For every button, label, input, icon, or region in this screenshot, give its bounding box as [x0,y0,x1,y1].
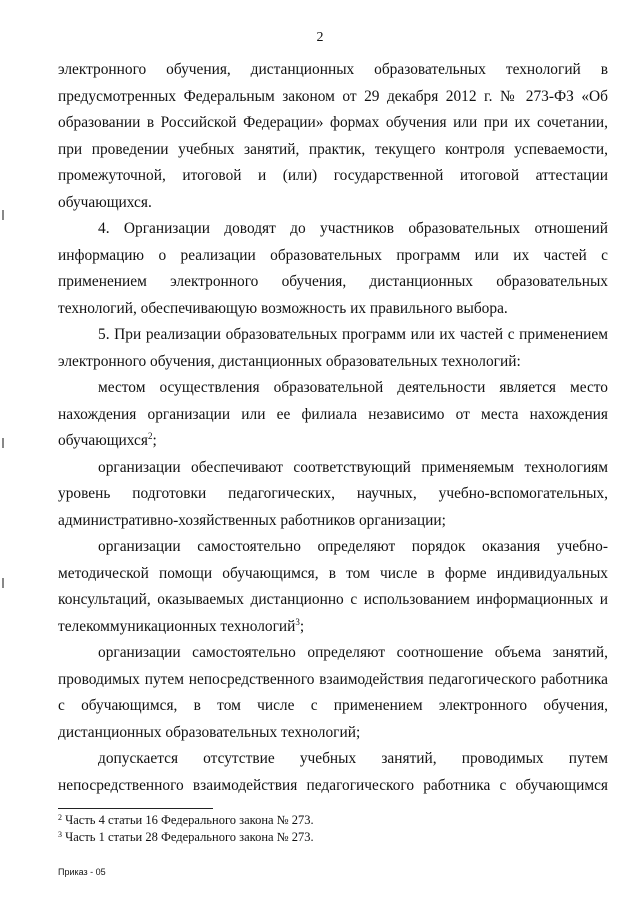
document-body [58,57,608,799]
paragraph-item-5: 5. При реализации образовательных программ или их частей с применением электронного обучения, дистанционных образовательных технологий: [58,326,608,370]
footnote: $^2$ Часть 4 статьи 16 Федерального закона № 273. [58,813,314,827]
paragraph-continuation: электронного обучения, дистанционных образовательных технологий в предусмотренных Федеральным законом от 29 декабря 2012 г. № 273-ФЗ «Об образовании в Российской Федерации» формах обучения или при их сочетании, при проведении учебных занятий, практик, текущего контроля успеваемости, промежуточной, итоговой и (или) государственной итоговой аттестации обучающихся. [58,61,608,211]
footnote-ref: 2 [147,431,153,441]
paragraph-item-4: 4. Организации доводят до участников образовательных отношений информацию о реализации образовательных программ или их частей с применением электронного обучения, дистанционных образовательных технологий, обеспечивающую возможность их правильного выбора. [58,220,608,317]
scan-edge-mark [2,438,4,448]
footnote: $^3$ Часть 1 статьи 28 Федерального закона № 273. [58,830,314,844]
footnote-ref: 3 [295,616,300,627]
footnote-divider [58,808,213,809]
paragraph-class-ratio: организации самостоятельно определяют соотношение объема занятий, проводимых путем непосредственного взаимодействия педагогического работника с обучающимся, в том числе с применением электронного обучения, дистанционных образовательных технологий; [58,644,608,741]
paragraph-staff-training: организации обеспечивают соответствующий применяемым технологиям уровень подготовки педагогических, научных, учебно-вспомогательных, административно-хозяйственных работников организации; [58,458,608,529]
document-code: Приказ - 05 [58,867,106,877]
paragraph-methodical-help: организации самостоятельно определяют порядок оказания учебно-методической помощи обучающимся, в том числе в форме индивидуальных консультаций, оказываемых дистанционно с использованием информационных и телекоммуникационных технологий$^3$; [58,538,608,635]
page-number: 2 [316,30,324,45]
scan-edge-mark [2,578,4,588]
paragraph-location: местом осуществления образовательной деятельности является место нахождения организации или ее филиала независимо от места нахождения обучающихся$^2$; [58,379,608,449]
scan-edge-mark [2,210,4,220]
footnotes [58,812,608,846]
paragraph-no-classes: допускается отсутствие учебных занятий, проводимых путем непосредственного взаимодействия педагогического работника с обучающимся [58,750,608,794]
